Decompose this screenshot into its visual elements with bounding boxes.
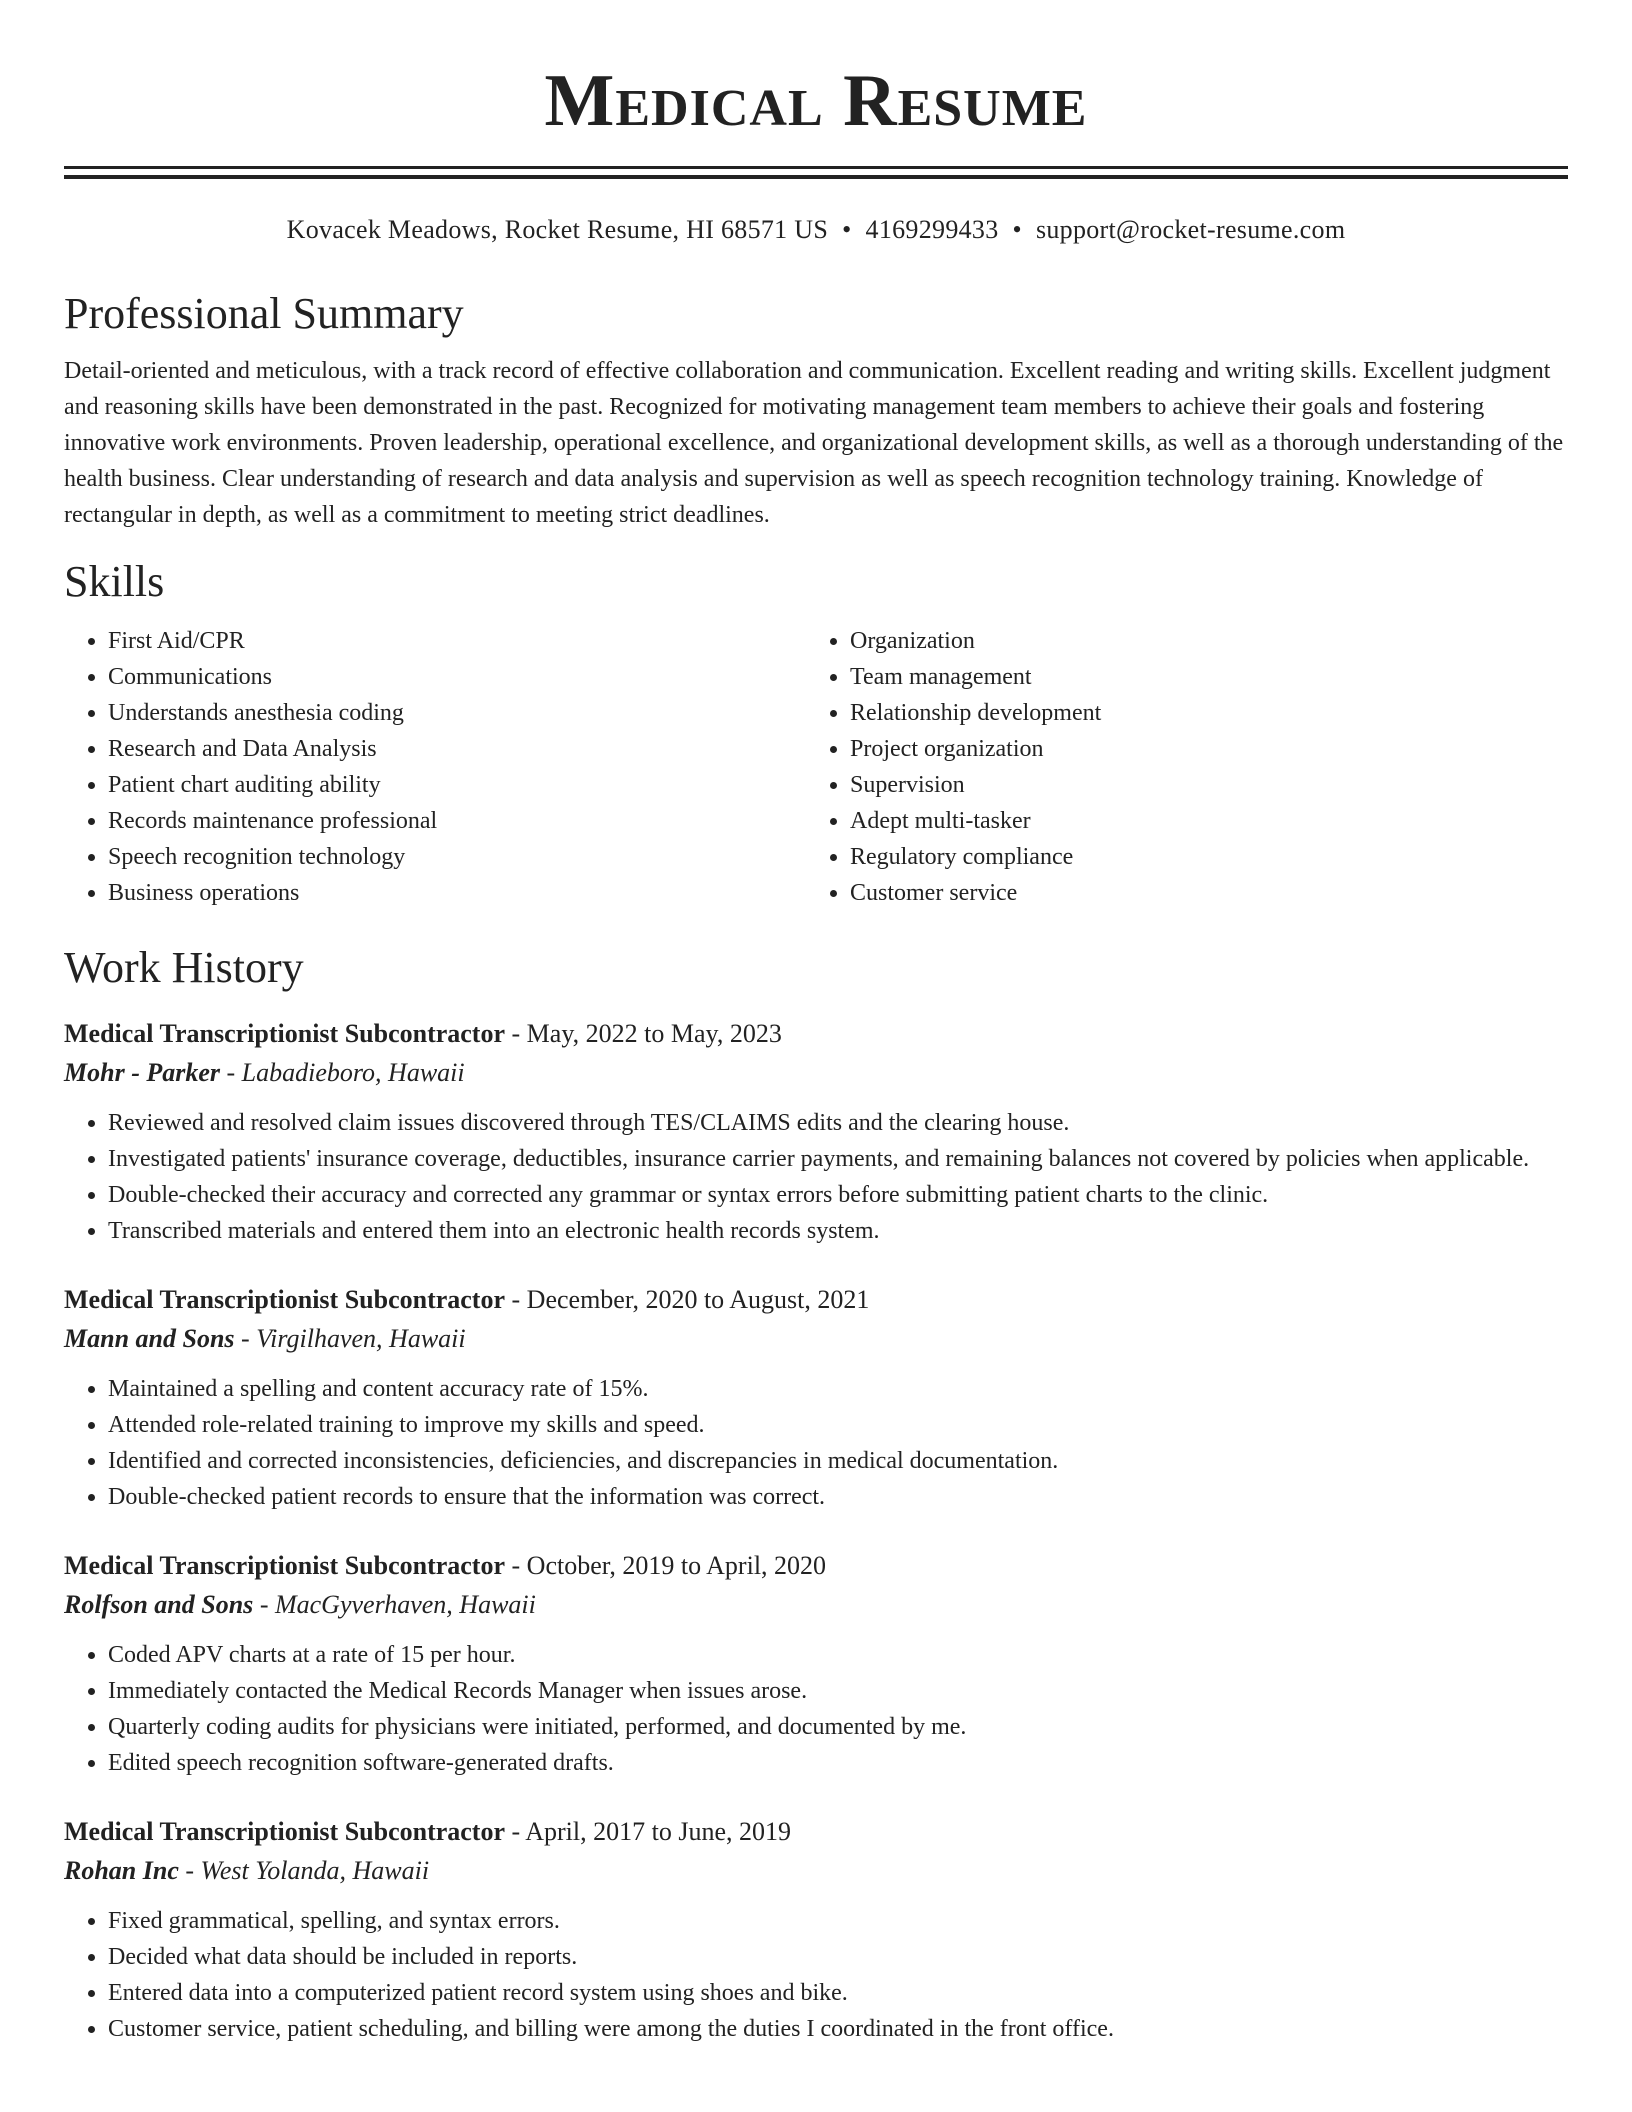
job-bullet: • Edited speech recognition software-generated drafts.: [108, 1745, 1568, 1781]
job-bullet: • Identified and corrected inconsistencies, deficiencies, and discrepancies in medical documentation.: [108, 1443, 1568, 1479]
job-entry: [64, 1813, 1568, 2047]
skill-item: • Supervision: [850, 767, 1548, 803]
job-role: Medical Transcriptionist Subcontractor: [64, 1551, 506, 1580]
job-company-line: [64, 1851, 1568, 1891]
job-header: [64, 1281, 1568, 1319]
job-company-line: [64, 1585, 1568, 1625]
job-bullet: • Transcribed materials and entered them into an electronic health records system.: [108, 1213, 1568, 1249]
job-location: - Labadieboro, Hawaii: [220, 1058, 465, 1087]
skill-item: • Regulatory compliance: [850, 839, 1548, 875]
job-dates: - May, 2022 to May, 2023: [505, 1019, 782, 1048]
job-header: [64, 1813, 1568, 1851]
job-bullet: • Double-checked their accuracy and corrected any grammar or syntax errors before submitting patient charts to the clinic.: [108, 1177, 1568, 1213]
job-dates: - April, 2017 to June, 2019: [505, 1817, 792, 1846]
job-bullets: [64, 1637, 1568, 1781]
skill-item: • Communications: [108, 659, 806, 695]
job-location: - Virgilhaven, Hawaii: [234, 1324, 466, 1353]
job-entry: [64, 1015, 1568, 1249]
skill-item: • Customer service: [850, 875, 1548, 911]
summary-heading: Professional Summary: [64, 289, 464, 338]
job-company: Rohan Inc: [64, 1856, 179, 1885]
skill-item: • Speech recognition technology: [108, 839, 806, 875]
skill-item: • Understands anesthesia coding: [108, 695, 806, 731]
skill-item: • Business operations: [108, 875, 806, 911]
contact-separator: •: [842, 215, 852, 244]
job-bullet: • Decided what data should be included in reports.: [108, 1939, 1568, 1975]
job-company-line: [64, 1053, 1568, 1093]
resume-page: [64, 0, 1568, 2047]
job-header: [64, 1547, 1568, 1585]
skills-heading: Skills: [64, 557, 165, 606]
skill-item: • Adept multi-tasker: [850, 803, 1548, 839]
contact-separator: •: [1012, 215, 1022, 244]
job-entry: [64, 1281, 1568, 1515]
job-role: Medical Transcriptionist Subcontractor: [64, 1285, 506, 1314]
contact-address: Kovacek Meadows, Rocket Resume, HI 68571 US: [286, 215, 829, 244]
skill-item: • Project organization: [850, 731, 1548, 767]
skill-item: • First Aid/CPR: [108, 623, 806, 659]
job-role: Medical Transcriptionist Subcontractor: [64, 1019, 506, 1048]
job-company: Mohr - Parker: [64, 1058, 221, 1087]
skills-column-right: [806, 623, 1548, 911]
job-bullets: [64, 1903, 1568, 2047]
job-bullet: • Attended role-related training to improve my skills and speed.: [108, 1407, 1568, 1443]
skill-item: • Records maintenance professional: [108, 803, 806, 839]
job-bullet: • Entered data into a computerized patient record system using shoes and bike.: [108, 1975, 1568, 2011]
skill-item: • Relationship development: [850, 695, 1548, 731]
job-bullet: • Investigated patients' insurance coverage, deductibles, insurance carrier payments, and remaining balances not covered by policies when applicable.: [108, 1141, 1568, 1177]
title-divider-bottom: [64, 175, 1568, 179]
job-entry: [64, 1547, 1568, 1781]
job-location: - West Yolanda, Hawaii: [178, 1856, 430, 1885]
job-company: Rolfson and Sons: [64, 1590, 254, 1619]
job-bullets: [64, 1105, 1568, 1249]
summary-text: Detail-oriented and meticulous, with a track record of effective collaboration and communication. Excellent reading and writing skills. Excellent judgment and reasoning skills have been demonstrated in the past. Recognized for motivating management team members to achieve their goals and fostering innovative work environments. Proven leadership, operational excellence, and organizational development skills, as well as a thorough understanding of the health business. Clear understanding of research and data analysis and supervision as well as speech recognition technology training. Knowledge of rectangular in depth, as well as a commitment to meeting strict deadlines.: [64, 358, 1564, 528]
resume-title: Medical Resume: [544, 60, 1088, 142]
job-bullet: • Maintained a spelling and content accuracy rate of 15%.: [108, 1371, 1568, 1407]
skill-item: • Patient chart auditing ability: [108, 767, 806, 803]
job-bullet: • Double-checked patient records to ensure that the information was correct.: [108, 1479, 1568, 1515]
contact-phone: 4169299433: [865, 215, 999, 244]
skill-item: • Organization: [850, 623, 1548, 659]
job-role: Medical Transcriptionist Subcontractor: [64, 1817, 506, 1846]
job-company: Mann and Sons: [64, 1324, 235, 1353]
contact-line: [64, 213, 1568, 247]
job-bullet: • Customer service, patient scheduling, and billing were among the duties I coordinated in the front office.: [108, 2011, 1568, 2047]
job-dates: - December, 2020 to August, 2021: [505, 1285, 870, 1314]
job-header: [64, 1015, 1568, 1053]
job-bullets: [64, 1371, 1568, 1515]
job-location: - MacGyverhaven, Hawaii: [253, 1590, 536, 1619]
work-history-heading: Work History: [64, 943, 304, 992]
skills-column-left: [64, 623, 806, 911]
title-divider-top: [64, 166, 1568, 169]
job-dates: - October, 2019 to April, 2020: [505, 1551, 827, 1580]
skill-item: • Team management: [850, 659, 1548, 695]
contact-email: support@rocket-resume.com: [1035, 215, 1346, 244]
job-bullet: • Reviewed and resolved claim issues discovered through TES/CLAIMS edits and the clearing house.: [108, 1105, 1568, 1141]
skills-list: [64, 623, 1568, 911]
skill-item: • Research and Data Analysis: [108, 731, 806, 767]
job-bullet: • Immediately contacted the Medical Records Manager when issues arose.: [108, 1673, 1568, 1709]
job-bullet: • Fixed grammatical, spelling, and syntax errors.: [108, 1903, 1568, 1939]
job-bullet: • Coded APV charts at a rate of 15 per hour.: [108, 1637, 1568, 1673]
job-company-line: [64, 1319, 1568, 1359]
job-bullet: • Quarterly coding audits for physicians were initiated, performed, and documented by me.: [108, 1709, 1568, 1745]
